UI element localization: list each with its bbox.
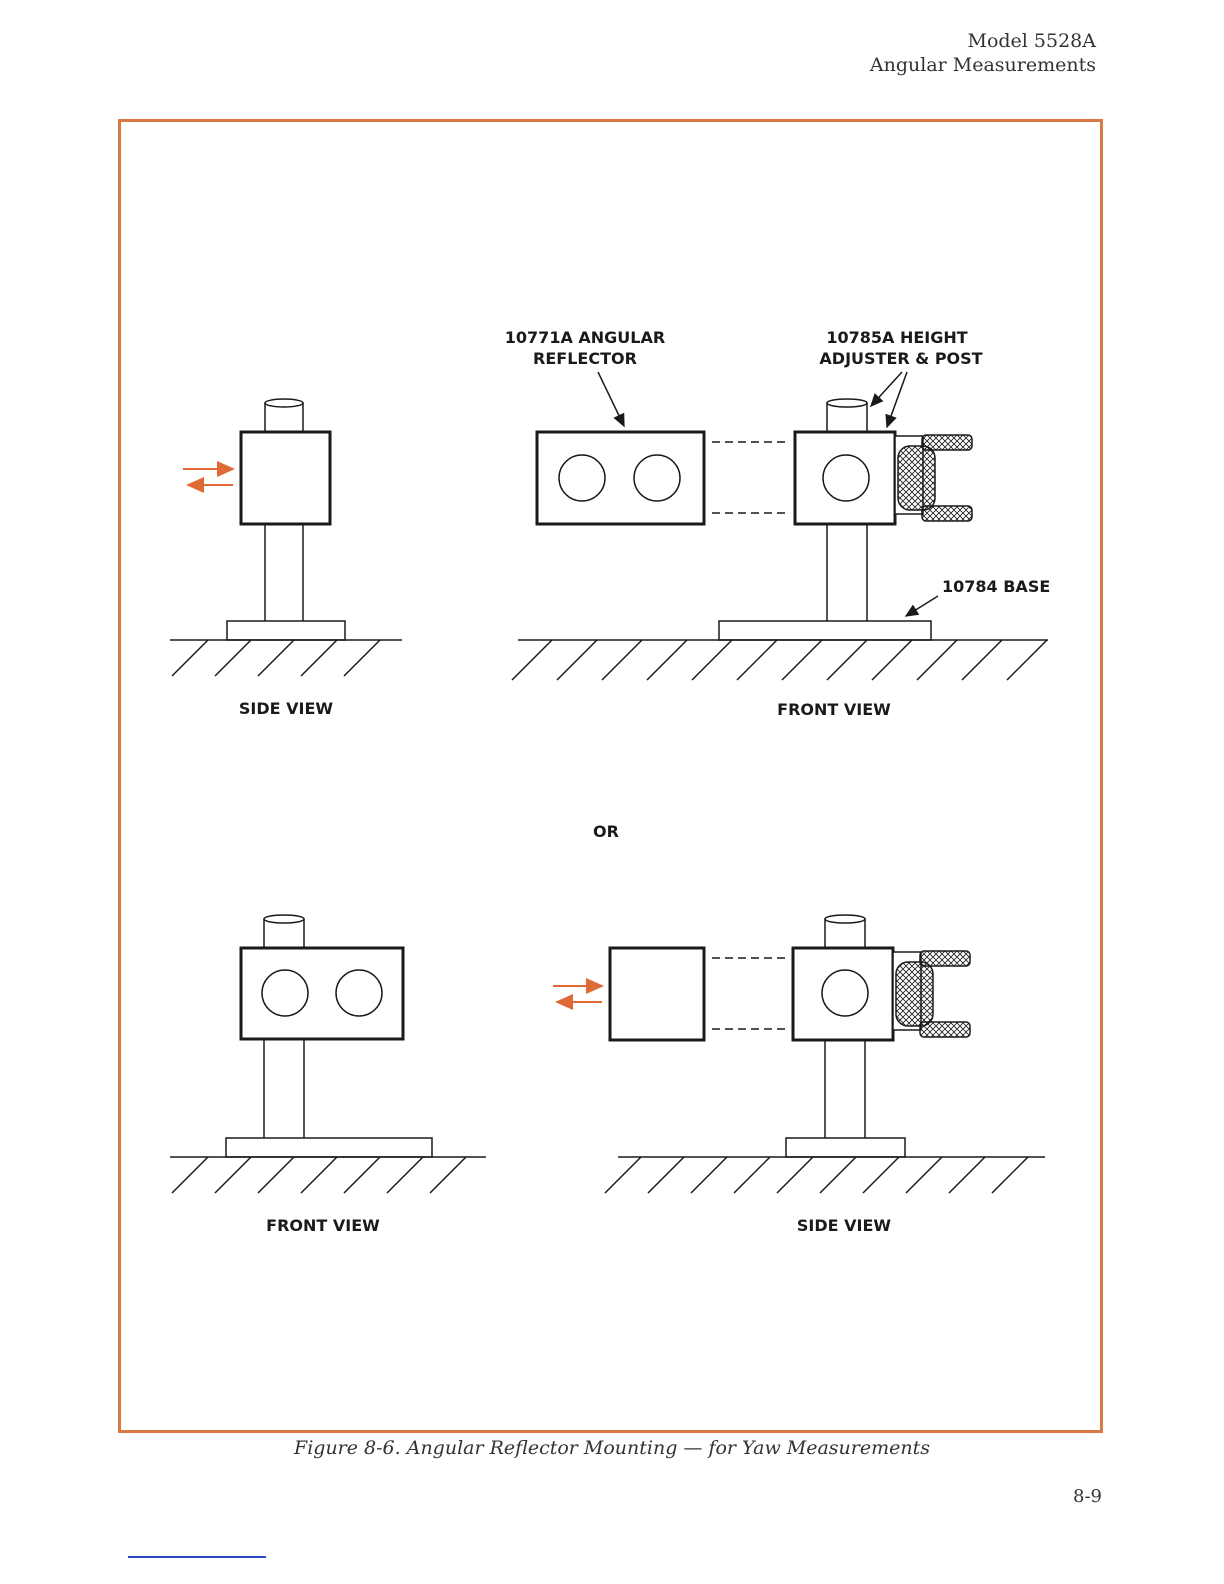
- base-10784: [719, 621, 931, 640]
- beam-dashes-bottom: [712, 958, 786, 1029]
- page-number: 8-9: [1073, 1486, 1102, 1507]
- label-base: 10784 BASE: [942, 577, 1051, 596]
- label-adjuster-line1: 10785A HEIGHT: [826, 328, 968, 347]
- label-side-view-bottom: SIDE VIEW: [796, 1216, 892, 1235]
- angular-reflector-front: [537, 432, 704, 524]
- label-front-view-bottom: FRONT VIEW: [266, 1216, 380, 1235]
- label-front-view-top: FRONT VIEW: [777, 700, 891, 719]
- label-reflector-line2: REFLECTOR: [533, 349, 637, 368]
- top-side-view-assembly: [170, 399, 402, 676]
- label-adjuster-line2: ADJUSTER & POST: [819, 349, 983, 368]
- reflector-side-block: [241, 432, 330, 524]
- base-plate: [227, 621, 345, 640]
- footer-rule: [128, 1556, 266, 1558]
- bottom-front-view-assembly: [170, 915, 486, 1193]
- figure-caption: Figure 8-6. Angular Reflector Mounting — for Yaw Measurements: [294, 1437, 930, 1459]
- reflector-side-block-bottom: [610, 948, 704, 1040]
- beam-dashes-top: [712, 442, 786, 513]
- header-section: Angular Measurements: [869, 54, 1096, 76]
- beam-arrows-bottom: [553, 986, 602, 1002]
- header-model: Model 5528A: [967, 30, 1096, 52]
- label-reflector-line1: 10771A ANGULAR: [504, 328, 666, 347]
- label-side-view-top: SIDE VIEW: [238, 699, 334, 718]
- label-or: OR: [593, 822, 619, 841]
- beam-arrows-top: [183, 469, 233, 485]
